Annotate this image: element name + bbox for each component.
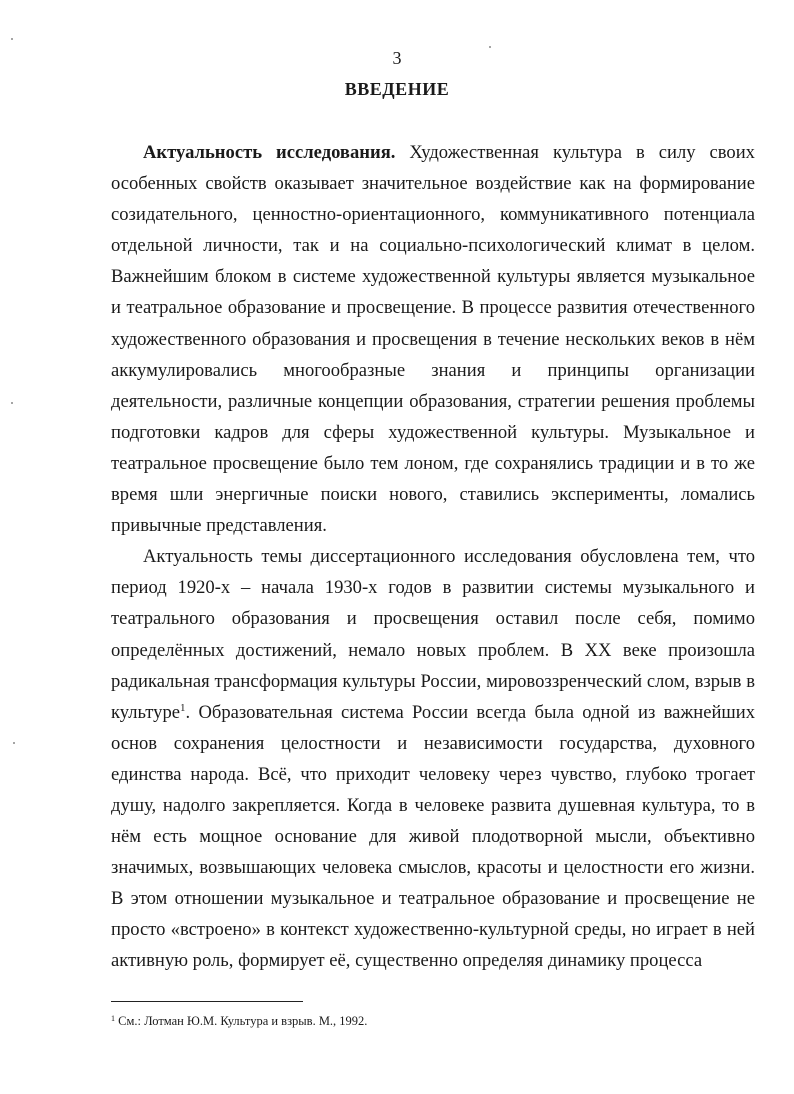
paragraph-relevance bbox=[111, 137, 755, 541]
footnote-text: См.: Лотман Ю.М. Культура и взрыв. М., 1992. bbox=[115, 1014, 368, 1028]
scan-speck bbox=[11, 402, 13, 404]
paragraph-text: Художественная культура в силу своих особенных свойств оказывает значительное воздействие как на формирование созидательного, ценностно-ориентационного, коммуникативного потенциала отдельной личности, так и на социально-психологический климат в целом. Важнейшим блоком в системе художественной культуры является музыкальное и театральное образование и просвещение. В процессе развития отечественного художественного образования и просвещения в течение нескольких веков в нём аккумулировались многообразные знания и принципы организации деятельности, различные концепции образования, стратегии решения проблемы подготовки кадров для сферы художественной культуры. Музыкальное и театральное просвещение было тем лоном, где сохранялись традиции и в то же время шли энергичные поиски нового, ставились эксперименты, ломались привычные представления. bbox=[111, 142, 755, 537]
footnote-reference: 1 bbox=[180, 701, 186, 714]
scan-speck bbox=[11, 38, 13, 40]
page-title: ВВЕДЕНИЕ bbox=[344, 79, 450, 99]
scan-speck bbox=[489, 46, 491, 48]
body-text bbox=[111, 137, 755, 977]
footnote bbox=[111, 1013, 755, 1029]
paragraph-text-continued: . Образовательная система России всегда была одной из важнейших основ сохранения целостности и независимости государства, духовного единства народа. Всё, что приходит человеку через чувство, глубоко трогает душу, надолго закрепляется. Когда в человеке развита душевная культура, то в нём есть мощное основание для живой плодотворной мысли, объективно значимых, возвышающих человека смыслов, красоты и целостности его жизни. В этом отношении музыкальное и театральное образование и просвещение не просто «встроено» в контекст художественно-культурной среды, но играет в ней активную роль, формирует её, существенно определяя динамику процесса bbox=[111, 701, 755, 972]
paragraph-lead: Актуальность исследования. bbox=[143, 142, 396, 163]
footnote-marker: 1 bbox=[111, 1014, 115, 1023]
paragraph-text: Актуальность темы диссертационного исследования обусловлена тем, что период 1920-х – начала 1930-х годов в развитии системы музыкального и театрального образования и просвещения оставил после себя, помимо определённых достижений, немало новых проблем. В XX веке произошла радикальная трансформация культуры России, мировоззренческий слом, взрыв в культуре bbox=[111, 546, 755, 723]
paragraph-topic bbox=[111, 541, 755, 976]
page-number: 3 bbox=[392, 48, 402, 68]
scan-speck bbox=[13, 742, 15, 744]
footnote-divider bbox=[111, 1001, 303, 1002]
